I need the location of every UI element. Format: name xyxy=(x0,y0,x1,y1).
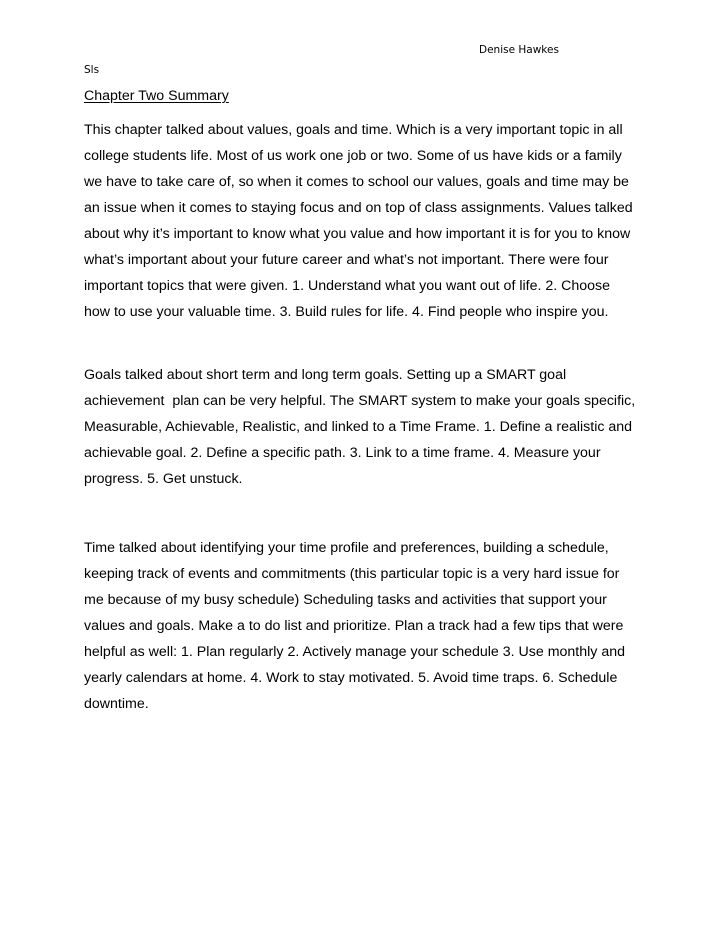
paragraph-line: Goals talked about short term and long term goals. Setting up a SMART goal xyxy=(84,367,567,383)
paragraph-time xyxy=(84,535,625,717)
paragraph-line: This chapter talked about values, goals and time. Which is a very important topic in all xyxy=(84,122,623,138)
paragraph-line: college students life. Most of us work one job or two. Some of us have kids or a family xyxy=(84,148,622,164)
paragraph-line: keeping track of events and commitments (this particular topic is a very hard issue for xyxy=(84,566,620,582)
paragraph-line: what’s important about your future career and what’s not important. There were four xyxy=(84,252,609,268)
paragraph-line: me because of my busy schedule) Scheduling tasks and activities that support your xyxy=(84,592,607,608)
paragraph-line: downtime. xyxy=(84,696,149,712)
paragraph-line: helpful as well: 1. Plan regularly 2. Actively manage your schedule 3. Use monthly and xyxy=(84,644,625,660)
paragraph-values xyxy=(84,117,633,325)
paragraph-line: achievable goal. 2. Define a specific path. 3. Link to a time frame. 4. Measure your xyxy=(84,445,601,461)
author-name: Denise Hawkes xyxy=(479,44,559,56)
paragraph-line: how to use your valuable time. 3. Build rules for life. 4. Find people who inspire you. xyxy=(84,304,609,320)
paragraph-line: Measurable, Achievable, Realistic, and linked to a Time Frame. 1. Define a realistic and xyxy=(84,419,633,435)
document-title: Chapter Two Summary xyxy=(84,88,229,104)
paragraph-line: values and goals. Make a to do list and prioritize. Plan a track had a few tips that were xyxy=(84,618,624,634)
paragraph-line: yearly calendars at home. 4. Work to stay motivated. 5. Avoid time traps. 6. Schedule xyxy=(84,670,618,686)
paragraph-goals xyxy=(84,362,635,492)
paragraph-line: about why it’s important to know what you value and how important it is for you to know xyxy=(84,226,631,242)
paragraph-line: we have to take care of, so when it comes to school our values, goals and time may be xyxy=(84,174,629,190)
paragraph-line: progress. 5. Get unstuck. xyxy=(84,471,243,487)
course-name: Sls xyxy=(84,64,100,76)
paragraph-line: Time talked about identifying your time profile and preferences, building a schedule, xyxy=(84,540,609,556)
paragraph-line: important topics that were given. 1. Understand what you want out of life. 2. Choose xyxy=(84,278,611,294)
paragraph-line: achievement plan can be very helpful. The SMART system to make your goals specific, xyxy=(84,393,636,409)
paragraph-line: an issue when it comes to staying focus and on top of class assignments. Values talked xyxy=(84,200,633,216)
